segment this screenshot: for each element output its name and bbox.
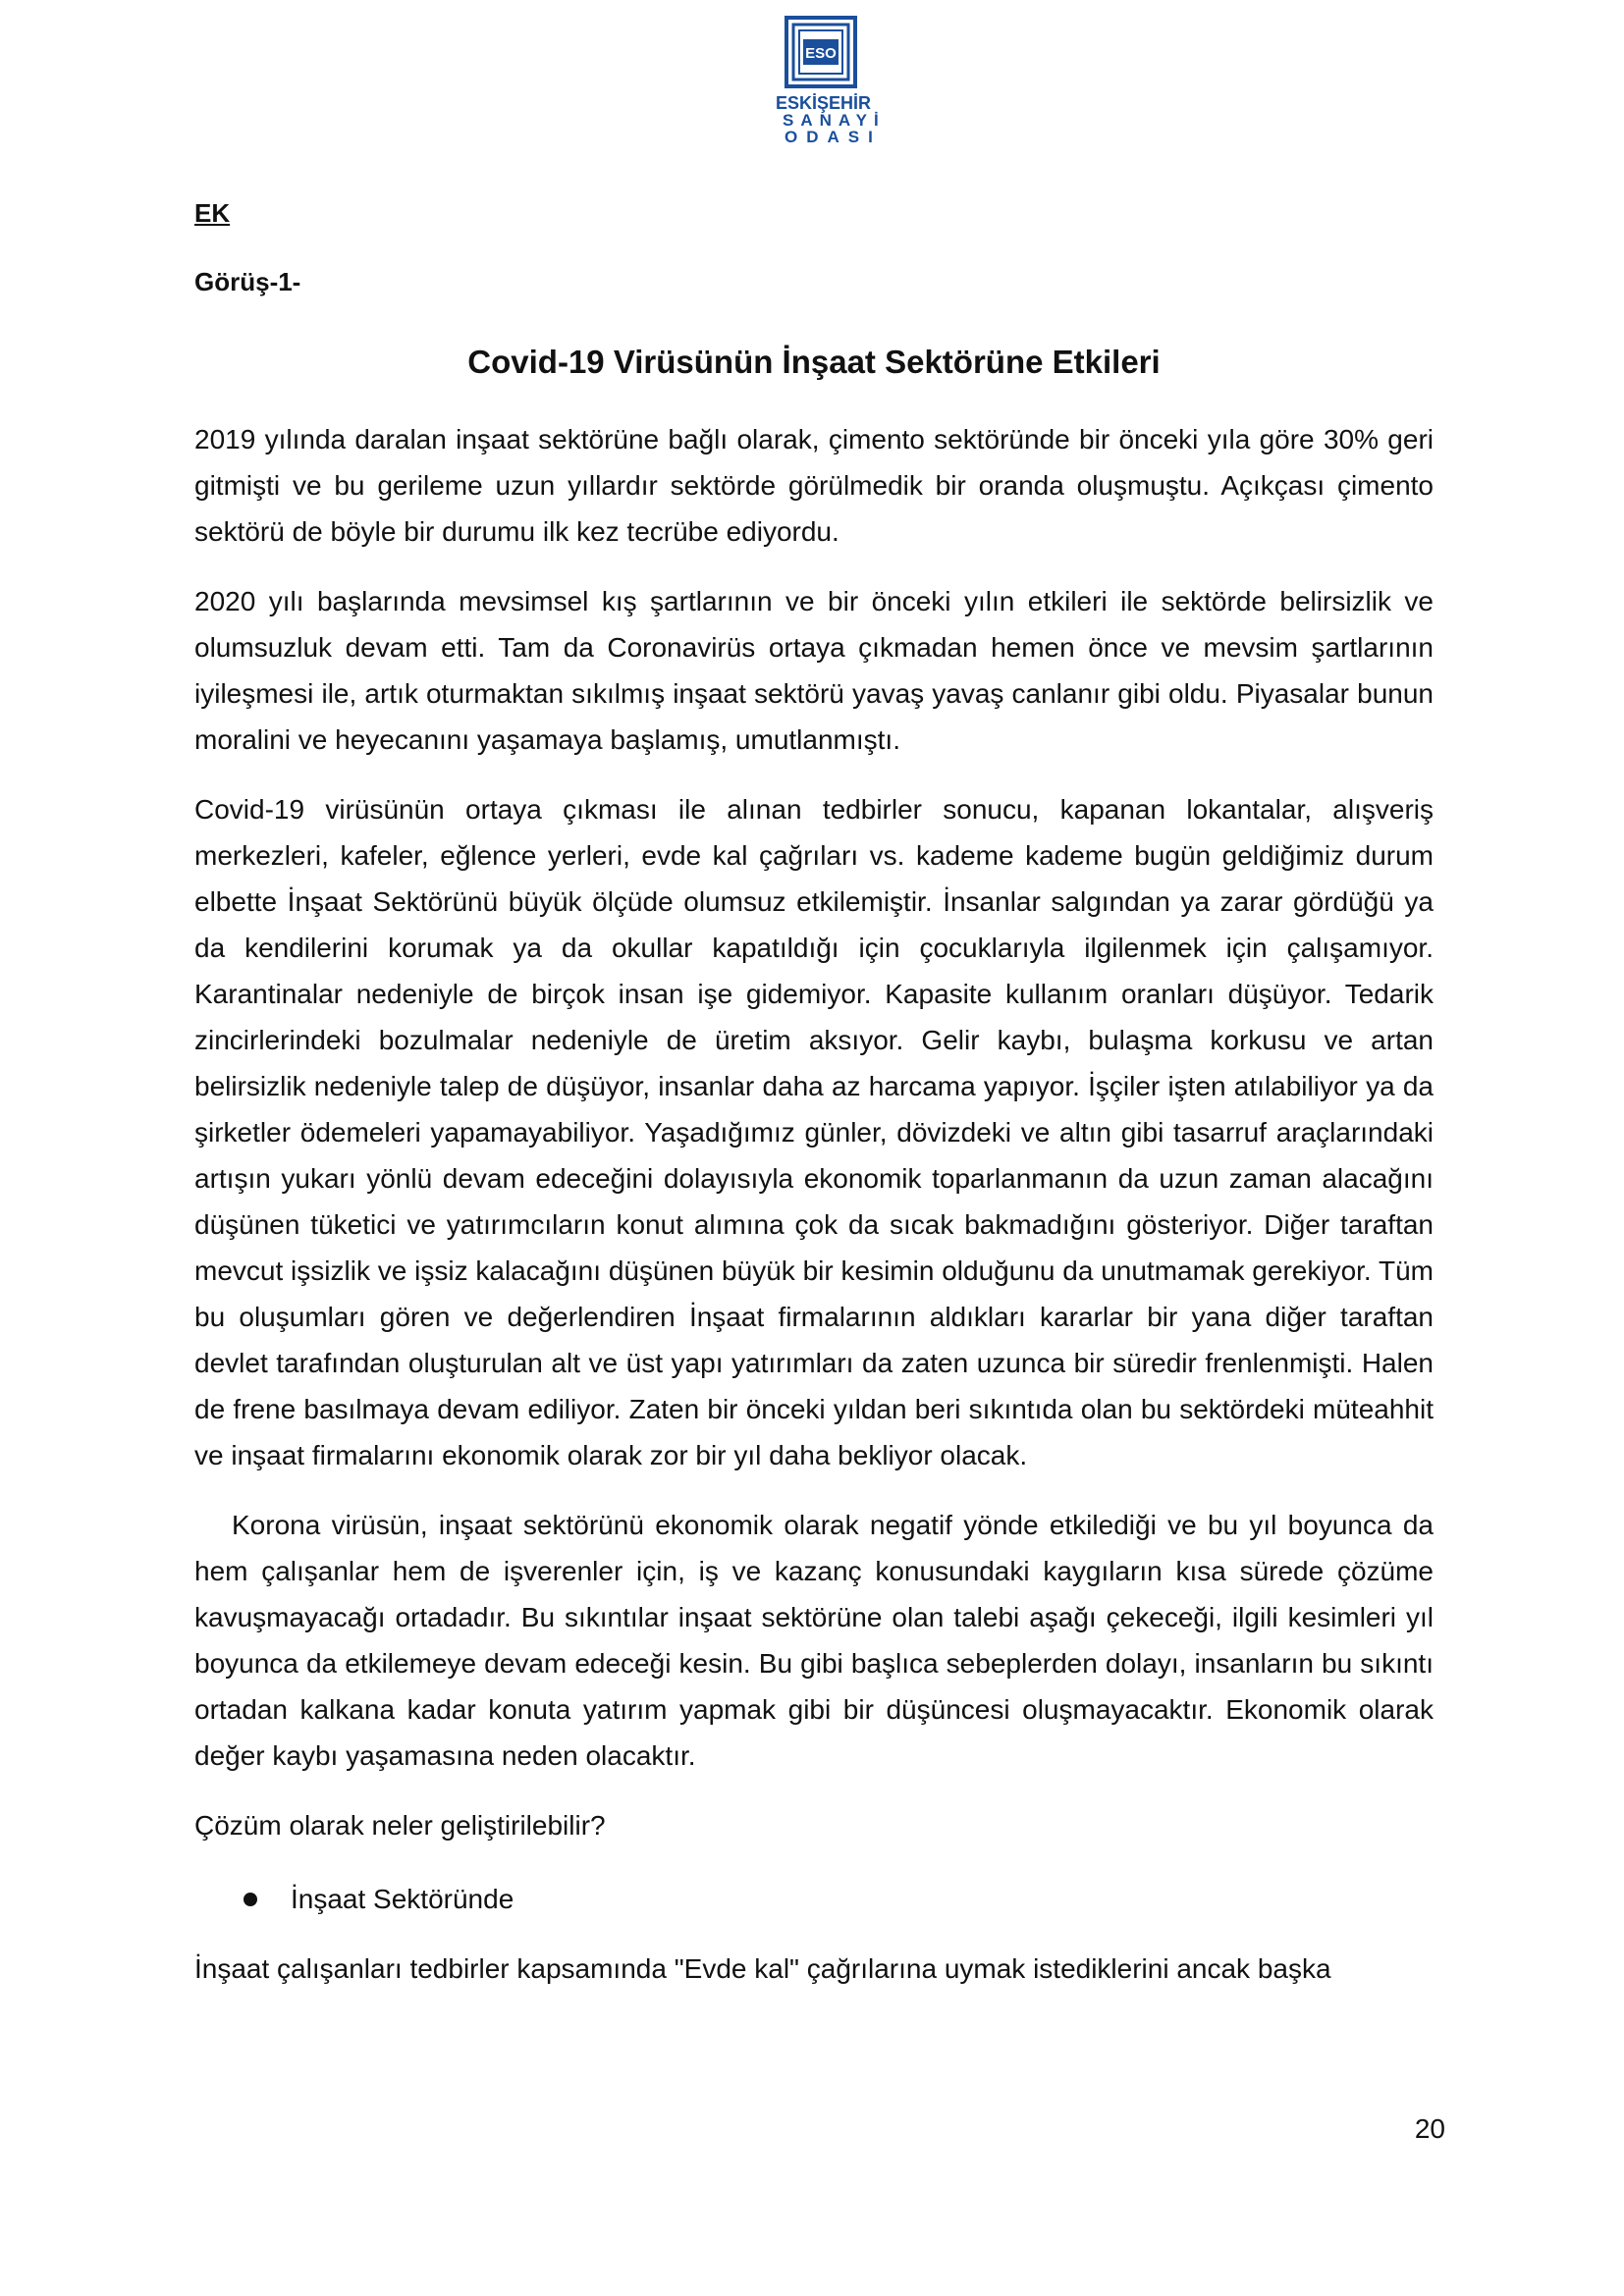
document-title: Covid-19 Virüsünün İnşaat Sektörüne Etkileri: [467, 344, 1161, 380]
solutions-question: Çözüm olarak neler geliştirilebilir?: [194, 1810, 606, 1841]
document-body: [194, 196, 1434, 1992]
logo-line-industry: SANAYİ: [783, 111, 886, 130]
paragraph-1: 2019 yılında daralan inşaat sektörüne bağlı olarak, çimento sektöründe bir önceki yıla göre 30% geri gitmişti ve bu gerileme uzun yıllardır sektörde görülmedik bir oranda oluşmuştu. Açıkçası çimento sektörü de böyle bir durumu ilk kez tecrübe ediyordu.: [194, 424, 1434, 547]
page-number: 20: [1414, 2113, 1445, 2144]
bullet-dot-icon: [244, 1893, 257, 1906]
annex-label: EK: [194, 198, 231, 228]
eso-emblem-icon: [785, 16, 857, 88]
paragraph-4: Korona virüsün, inşaat sektörünü ekonomik olarak negatif yönde etkilediği ve bu yıl boyunca da hem çalışanlar hem de işverenler için, iş ve kazanç konusundaki kaygıların kısa sürede çözüme kavuşmayacağı ortadadır. Bu sıkıntılar inşaat sektörüne olan talebi aşağı çekeceği, ilgili kesimleri yıl boyunca da etkilemeye devam edeceği kesin. Bu gibi başlıca sebeplerden dolayı, insanların bu sıkıntı ortadan kalkana kadar konuta yatırım yapmak gibi bir düşüncesi oluşmayacaktır. Ekonomik olarak değer kaybı yaşamasına neden olacaktır.: [194, 1510, 1434, 1771]
logo-line-chamber: ODASI: [785, 128, 882, 146]
logo-badge-text: ESO: [805, 45, 837, 62]
opinion-label: Görüş-1-: [194, 267, 301, 296]
logo-line-city: ESKİŞEHİR: [776, 93, 872, 113]
eso-logo: [776, 16, 886, 146]
paragraph-3: Covid-19 virüsünün ortaya çıkması ile alınan tedbirler sonucu, kapanan lokantalar, alışveriş merkezleri, kafeler, eğlence yerleri, evde kal çağrıları vs. kademe kademe bugün geldiğimiz durum elbette İnşaat Sektörünü büyük ölçüde olumsuz etkilemiştir. İnsanlar salgından ya zarar gördüğü ya da kendilerini korumak ya da okullar kapatıldığı için çocuklarıyla ilgilenmek için çalışamıyor. Karantinalar nedeniyle de birçok insan işe gidemiyor. Kapasite kullanım oranları düşüyor. Tedarik zincirlerindeki bozulmalar nedeniyle de üretim aksıyor. Gelir kaybı, bulaşma korkusu ve artan belirsizlik nedeniyle talep de düşüyor, insanlar daha az harcama yapıyor. İşçiler işten atılabiliyor ya da şirketler ödemeleri yapamayabiliyor. Yaşadığımız günler, dövizdeki ve altın gibi tasarruf araçlarındaki artışın yukarı yönlü devam edeceğini dolayısıyla ekonomik toparlanmanın da uzun zaman alacağını düşünen tüketici ve yatırımcıların konut alımına çok da sıcak bakmadığını gösteriyor. Diğer taraftan mevcut işsizlik ve işsiz kalacağını düşünen büyük bir kesimin olduğunu da unutmamak gerekiyor. Tüm bu oluşumları gören ve değerlendiren İnşaat firmalarının aldıkları kararlar bir yana diğer taraftan devlet tarafından oluşturulan alt ve üst yapı yatırımları da zaten uzunca bir süredir frenlenmişti. Halen de frene basılmaya devam ediliyor. Zaten bir önceki yıldan beri sıkıntıda olan bu sektördeki müteahhit ve inşaat firmalarını ekonomik olarak zor bir yıl daha bekliyor olacak.: [194, 794, 1434, 1470]
bullet-item: [244, 1876, 1434, 1922]
paragraph-last: İnşaat çalışanları tedbirler kapsamında "Evde kal" çağrılarına uymak istediklerini ancak başka: [194, 1953, 1331, 1984]
bullet-item-label: İnşaat Sektöründe: [291, 1884, 514, 1914]
paragraph-2: 2020 yılı başlarında mevsimsel kış şartlarının ve bir önceki yılın etkileri ile sektörde belirsizlik ve olumsuzluk devam etti. Tam da Coronavirüs ortaya çıkmadan hemen önce ve mevsim şartlarının iyileşmesi ile, artık oturmaktan sıkılmış inşaat sektörü yavaş yavaş canlanır gibi oldu. Piyasalar bunun moralini ve heyecanını yaşamaya başlamış, umutlanmıştı.: [194, 586, 1434, 755]
